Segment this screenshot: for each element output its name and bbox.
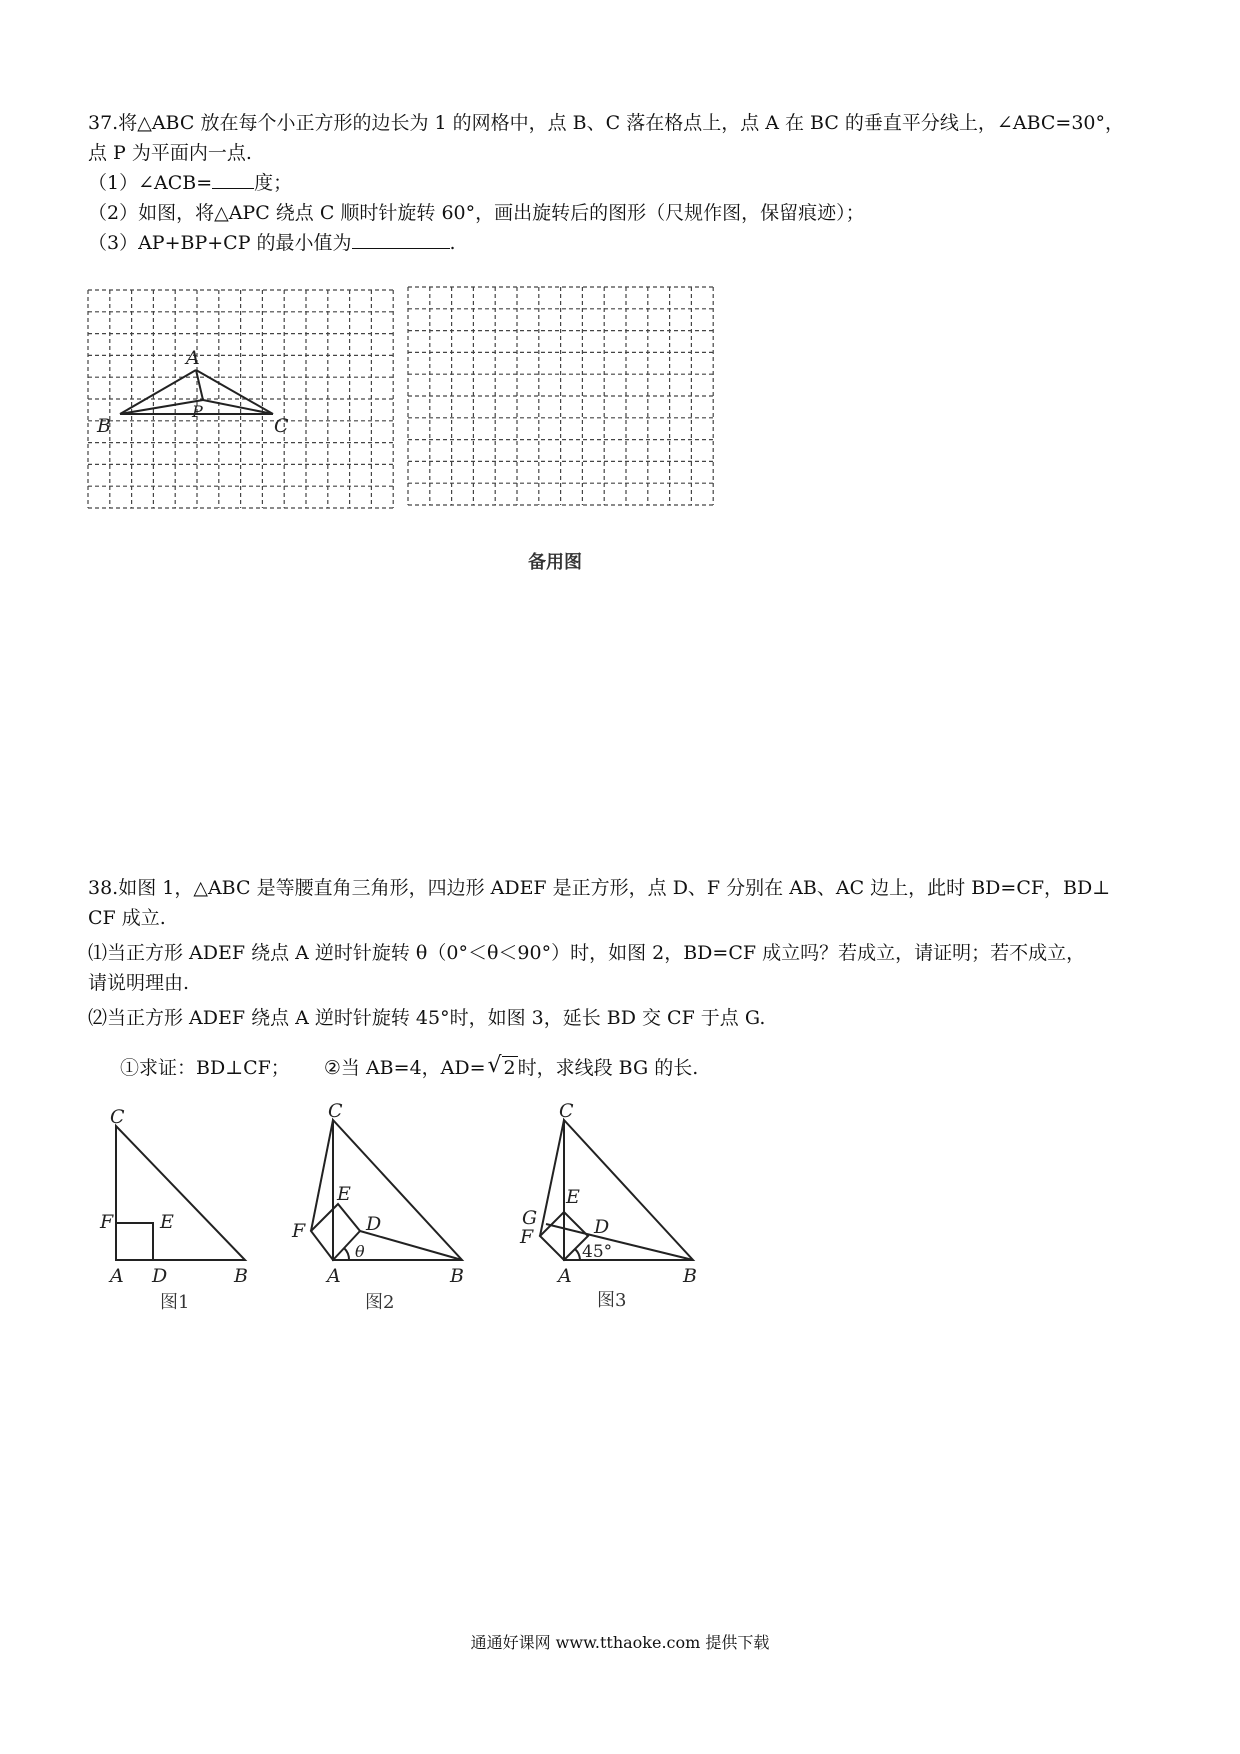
q38-line2: CF 成立. [88,907,166,929]
fig3-label-a: A [558,1265,572,1287]
q37-figure [0,0,1240,600]
segment-bd-fig2 [360,1231,462,1260]
q38-part1-line1: ⑴当正方形 ADEF 绕点 A 逆时针旋转 θ（0°＜θ＜90°）时，如图 2，BD=CF 成立吗？若成立，请证明；若不成立， [88,942,1086,964]
fig2-label-f: F [292,1220,306,1242]
sqrt-radicand: 2 [503,1057,516,1079]
q38-sub1: ①求证：BD⊥CF； [120,1057,290,1079]
fig2-label-b: B [450,1265,464,1287]
page-footer: 通通好课网 www.tthaoke.com 提供下载 [470,1633,770,1652]
fig3-label-d: D [594,1216,610,1238]
figure-1 [116,1126,245,1260]
fig3-caption: 图3 [597,1290,627,1311]
q38-subquestions [120,1055,698,1081]
q38-part1-line2: 请说明理由. [88,972,190,994]
q37-part3-end: . [449,232,456,254]
q37-part1-unit: 度； [254,172,293,194]
fig3-label-g: G [522,1207,538,1229]
q38-line1: 38.如图 1，△ABC 是等腰直角三角形，四边形 ADEF 是正方形，点 D、F 分别在 AB、AC 边上，此时 BD=CF，BD⊥ [88,877,1111,899]
fig2-label-theta: θ [355,1242,365,1261]
q38-sub2-end: 时，求线段 BG 的长. [517,1057,699,1079]
label-b: B [97,415,111,437]
fig3-label-e: E [566,1186,580,1208]
fig2-label-e: E [337,1183,351,1205]
q37-part1-text: （1）∠ACB= [88,172,213,194]
fig3-label-f: F [520,1226,534,1248]
fig2-label-d: D [366,1213,382,1235]
fig2-label-a: A [327,1265,341,1287]
fig1-label-e: E [160,1211,174,1233]
q38-sub2-text: ②当 AB=4，AD= [323,1057,486,1079]
label-p: P [192,402,203,421]
fig3-label-c: C [559,1100,574,1122]
figure-2 [311,1120,462,1260]
q37-part3-text: （3）AP+BP+CP 的最小值为 [88,232,352,254]
fig1-caption: 图1 [160,1292,190,1313]
fig1-label-a: A [110,1265,124,1287]
segment-cf-fig2 [311,1120,333,1231]
label-a: A [186,347,200,369]
fig1-label-b: B [234,1265,248,1287]
label-c: C [274,415,289,437]
sqrt-expression: √ 2 [487,1053,516,1079]
q38-part2-line1: ⑵当正方形 ADEF 绕点 A 逆时针旋转 45°时，如图 3，延长 BD 交 CF 于点 G. [88,1007,766,1029]
q37-part2: （2）如图，将△APC 绕点 C 顺时针旋转 60°，画出旋转后的图形（尺规作图，保留痕迹）； [88,202,865,224]
q37-line1: 37.将△ABC 放在每个小正方形的边长为 1 的网格中，点 B、C 落在格点上，点 A 在 BC 的垂直平分线上，∠ABC=30°， [88,112,1125,134]
q38-figures [0,1100,1240,1340]
segment-cf-fig3 [540,1120,564,1236]
fig1-label-d: D [152,1265,168,1287]
square-adef-fig2 [311,1204,360,1260]
segment-ac [196,370,273,414]
fig2-caption: 图2 [365,1292,395,1313]
fig2-label-c: C [328,1100,343,1122]
q37-line2: 点 P 为平面内一点. [88,142,252,164]
fig1-label-f: F [100,1211,114,1233]
triangle-abc-fig3 [564,1120,693,1260]
angle-theta-arc [344,1248,349,1260]
main-grid [88,290,393,508]
fig1-label-c: C [110,1106,125,1128]
angle-45-arc [575,1249,580,1260]
backup-grid [408,287,713,505]
fig3-label-angle: 45° [582,1242,613,1262]
fig3-label-b: B [683,1265,697,1287]
backup-figure-caption: 备用图 [528,552,582,573]
square-adef-fig1 [116,1223,153,1260]
figure-3 [540,1120,693,1260]
triangle-abc-fig1 [116,1126,245,1260]
